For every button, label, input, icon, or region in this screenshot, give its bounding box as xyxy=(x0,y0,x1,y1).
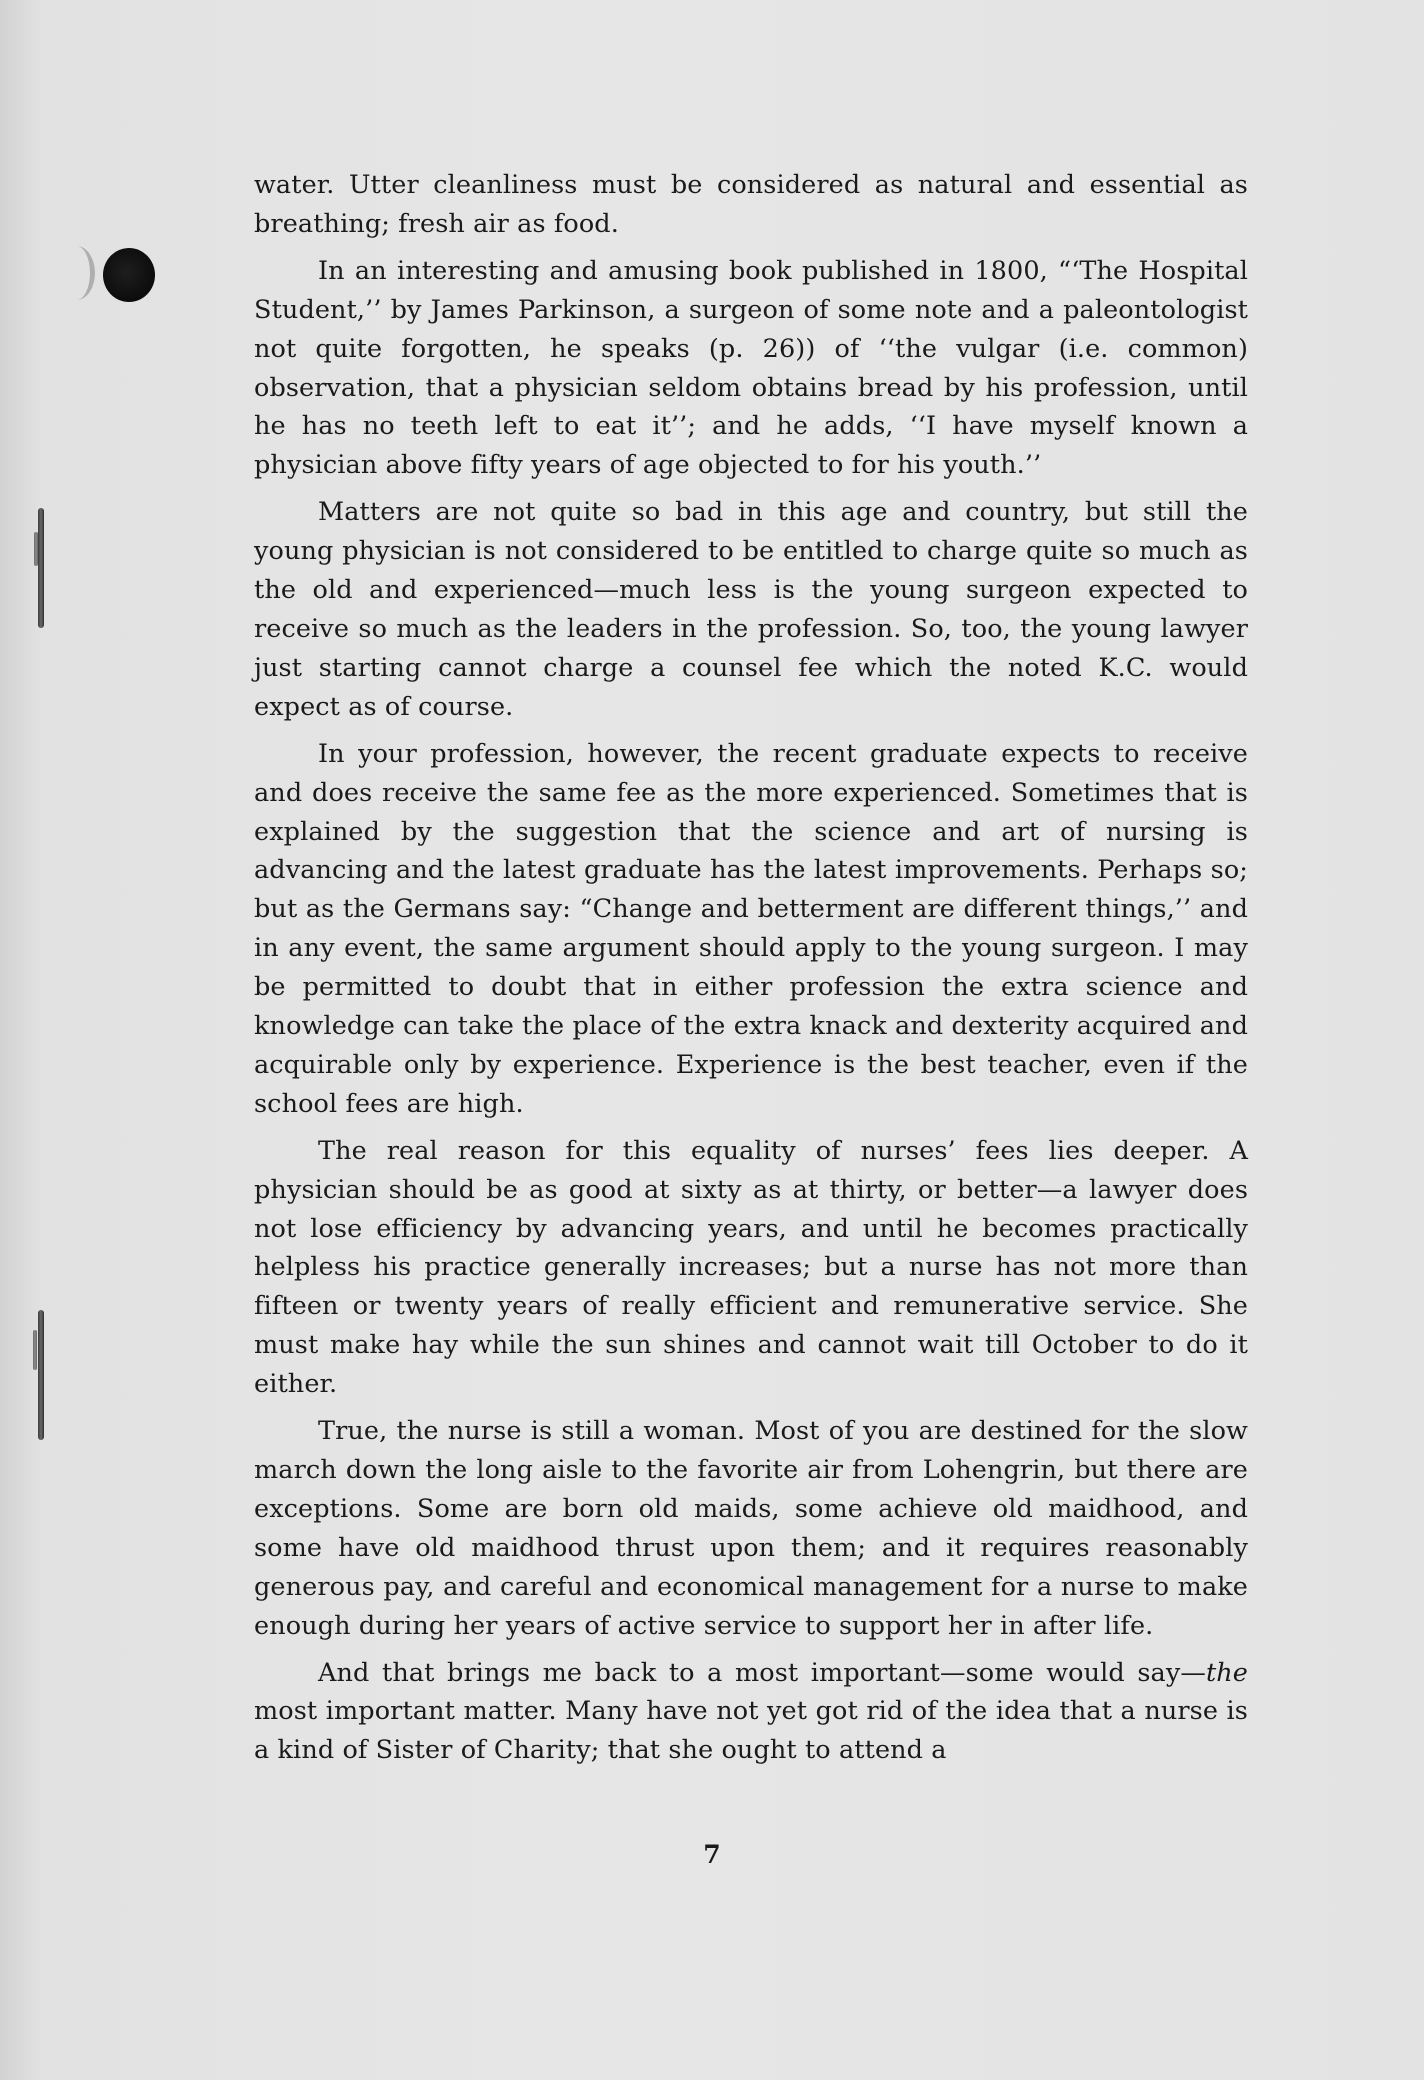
staple-top-edge xyxy=(34,532,38,566)
paragraph-last xyxy=(254,1654,1248,1771)
body-text xyxy=(254,166,1248,1770)
paragraph: The real reason for this equality of nurses’ fees lies deeper. A physician should be as good at sixty as at thirty, or better—a lawyer does not lose efficiency by advancing years, and until he becomes practically helpless his practice generally increases; but a nurse has not more than fifteen or twenty years of really efficient and remunerative service. She must make hay while the sun shines and cannot wait till October to do it either. xyxy=(254,1135,1248,1400)
page-number: 7 xyxy=(703,1840,721,1869)
paragraph: True, the nurse is still a woman. Most of you are destined for the slow march down the long aisle to the favorite air from Lohengrin, but there are exceptions. Some are born old maids, some achieve old maidhood, and some have old maidhood thrust upon them; and it requires reasonably generous pay, and careful and economical management for a nurse to make enough during her years of active service to support her in after life. xyxy=(254,1416,1248,1641)
binding-hole xyxy=(103,248,155,302)
emphasis-the: the xyxy=(1205,1657,1248,1688)
paragraph-last-start: And that brings me back to a most important—some would say— xyxy=(318,1657,1206,1688)
paragraph-last-end: most important matter. Many have not yet got rid of the idea that a nurse is a kind of Sister of Charity; that she ought to attend a xyxy=(254,1696,1248,1766)
paragraph: water. Utter cleanliness must be considered as natural and essential as breathing; fresh air as food. xyxy=(254,170,1248,239)
paragraph: Matters are not quite so bad in this age and country, but still the young physician is not considered to be entitled to charge quite so much as the old and experienced—much less is the young surgeon expected to receive so much as the leaders in the profession. So, too, the young lawyer just starting cannot charge a counsel fee which the noted K.C. would expect as of course. xyxy=(254,497,1248,722)
staple-top xyxy=(38,508,44,628)
binding-hole-shadow xyxy=(58,246,95,300)
paragraph: In an interesting and amusing book published in 1800, “‘The Hospital Student,’’ by James Parkinson, a surgeon of some note and a paleontologist not quite forgotten, he speaks (p. 26)) of ‘‘the vulgar (i.e. common) observation, that a physician seldom obtains bread by his profession, until he has no teeth left to eat it’’; and he adds, ‘‘I have myself known a physician above fifty years of age objected to for his youth.’’ xyxy=(254,255,1248,481)
staple-bottom-edge xyxy=(33,1330,37,1370)
paragraph: In your profession, however, the recent graduate expects to receive and does receive the same fee as the more experienced. Sometimes that is explained by the suggestion that the science and art of nursing is advancing and the latest graduate has the latest improvements. Perhaps so; but as the Germans say: “Change and betterment are different things,’’ and in any event, the same argument should apply to the young surgeon. I may be permitted to doubt that in either profession the extra science and knowledge can take the place of the extra knack and dexterity acquired and acquirable only by experience. Experience is the best teacher, even if the school fees are high. xyxy=(254,738,1248,1119)
staple-bottom xyxy=(38,1310,44,1440)
